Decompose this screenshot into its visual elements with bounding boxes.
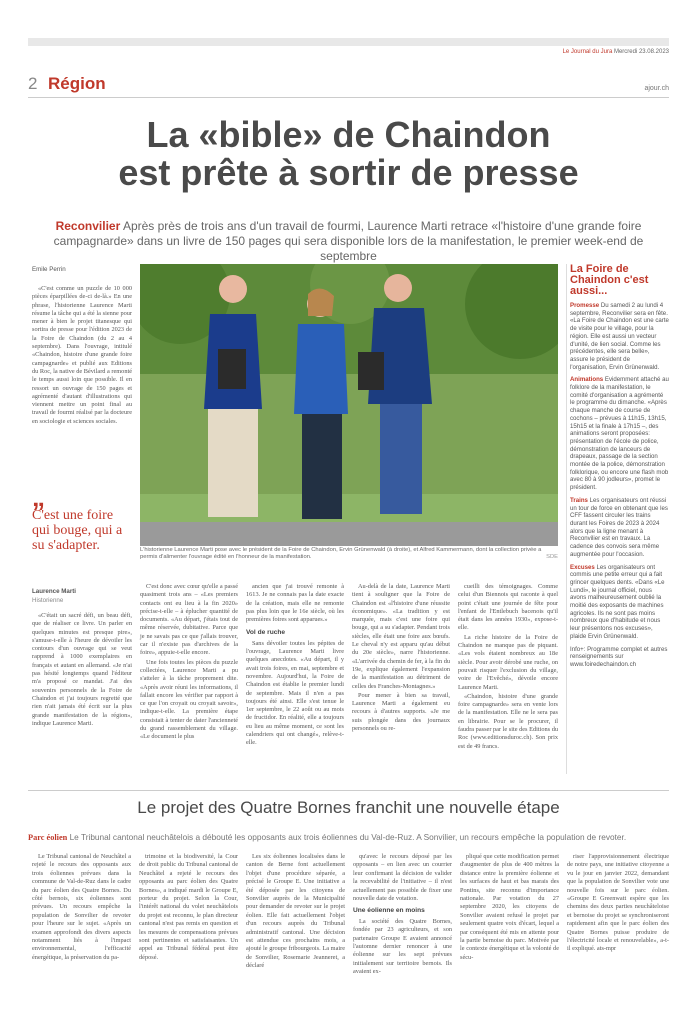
col3-text xyxy=(246,583,344,749)
paragraph: C'est donc avec cœur qu'elle a passé quasiment trois ans – «Les premiers contacts ont eu lieu à la fin 2020» précise-t-elle – à éplucher quantité de documents. «Au départ, j'étais tout de même réservée, dubitative. Parce que je ne savais pas ce que j'allais trouver, car il n'existe pas d'archives de la foire», appuie-t-elle encore. xyxy=(140,583,238,657)
subheading: Une éolienne en moins xyxy=(353,907,425,915)
paragraph: riser l'approvisionnement électrique de notre pays, une initiative citoyenne a vu le jour en janvier 2022, demandant que la population de Sonvilier vote une nouvelle fois sur le parc éolien. «Groupe E Greenwatt espère que les chemins des deux parties neuchâteloise et bernoise du projet se synchroniseront rapidement afin que le parc éolien des Quatre Bornes puisse produire de l'électricité locale et renouvelable», a-t-il expliqué. ats-mpr xyxy=(567,853,669,953)
paragraph: «C'est comme un puzzle de 10 000 pièces éparpillées de-ci de-là.» En une phrase, l'historienne Laurence Marti résume la tâche qui a été la sienne pour mener à bien le projet titanesque qui sortira de presse pour l'édition 2023 de la Foire de Chaindon (du 2 au 4 septembre). Dans l'ouvrage, intitulé «Chaindon, histoire d'une grande foire campagnarde» et publié aux Editions du Roc, la native de Bévilard a remonté le temps aussi loin que possible. Il en ressort un ouvrage de 150 pages et agrémenté d'autant d'illustrations qui viennent mettre un point final au travail de fourmi réalisé par la docteure en sociologie et sciences sociales. xyxy=(32,285,133,425)
sidebar-item-text: Du samedi 2 au lundi 4 septembre, Reconvilier sera en fête. «La Foire de Chaindon est une carte de visite pour le village, pour la région. Elle est aussi un vecteur d'unité, de lien social. Comme les précédentes, elle sera belle», assure le président de l'organisation, Ervin Grünenwald. xyxy=(570,302,669,371)
story-divider xyxy=(28,790,669,791)
story2-lead-text: Le Tribunal cantonal neuchâtelois a débouté les opposants aux trois éoliennes du Val-de-Ruz. A Sonvilier, un recours empêche la population de revoter. xyxy=(69,832,627,842)
top-bar xyxy=(28,38,669,46)
paragraph: Les six éoliennes localisées dans le canton de Berne font actuellement l'objet d'une procédure séparée, a précisé le Groupe E. Une initiative a été déposée par les citoyens de Sonvilier auprès de la Municipalité pour demander de revoter sur le projet éolien. Elle fait actuellement l'objet d'un recours auprès du Tribunal administratif cantonal. Une décision est attendue ces prochains mois, a ajouté le groupe fribourgeois. La maire de Sonvilier, Rosemarie Jeanneret, a déclaré xyxy=(246,853,345,970)
photo xyxy=(140,264,558,546)
quote-mark-icon: „ xyxy=(32,482,45,512)
sidebar-info: Info+: Programme complet et autres renseignements sur www.foiredechaindon.ch xyxy=(570,645,668,668)
story2-col2 xyxy=(139,853,238,963)
sidebar-title: La Foire de Chaindon c'est aussi... xyxy=(570,263,649,297)
sidebar xyxy=(566,264,669,774)
paragraph: Pour mener à bien sa travail, Laurence Marti a également eu recours à d'autres supports. «Je me suis plongée dans des journaux personnels ou re- xyxy=(352,691,450,733)
byline: Emile Perrin xyxy=(32,266,66,273)
paragraph: Une fois toutes les pièces du puzzle collectées, Laurence Marti a pu s'atteler à la tâche proprement dite. «Après avoir réuni les informations, il fallait encore les vérifier par rapport à ce que l'on croyait ou croyait savoir», indique-t-elle. La première étape consistait à tenter de dater l'ancienneté du grand rassemblement du village. «Le document le plus xyxy=(140,658,238,741)
story2-place: Parc éolien xyxy=(28,833,68,842)
paragraph: trimoine et la biodiversité, la Cour de droit public du Tribunal cantonal de Neuchâtel a rejeté le recours des opposants au parc éolien des Quatre Bornes», a indiqué mardi le Groupe E, porteur du projet. Selon la Cour, l'intérêt national du volet neuchâtelois du projet est reconnu, le plan directeur cantonal n'est pas remis en question et les mesures de compensations prévues sont pertinentes et satisfaisantes. Un appel au Tribunal fédéral peut être déposé. xyxy=(139,853,238,961)
headline xyxy=(40,116,657,192)
paragraph: Au-delà de la date, Laurence Marti tient à souligner que la Foire de Chaindon est «l'histoire d'une réussite économique». «La tradition y est marquée, mais c'est une foire qui bouge, qui a su s'adapter. Pendant trois siècles, elle était une foire aux bœufs. Le cheval n'y est apparu qu'au début du 20e siècle», narre l'historienne. «L'arrivée du chemin de fer, à la fin du 19e, explique également l'expansion de la manifestation au détriment de celles des Franches-Montagnes.» xyxy=(352,583,450,690)
story2-col3 xyxy=(246,853,345,972)
pull-quote: C'est une foire qui bouge, qui a su s'adapter. xyxy=(32,508,123,553)
paragraph: Sans dévoiler toutes les pépites de l'ouvrage, Laurence Marti livre quelques anecdotes. «Au départ, il y avait trois foires, en mai, septembre et novembre. Aujourd'hui, la Foire de Chaindon est établie le premier lundi de septembre. Mais il n'en a pas toujours été ainsi. Elle s'est tenue le 1er septembre, le 22 août ou au mois de fructidor. En réalité, elle a toujours eu lieu au même moment, ce sont les calendriers qui ont changé», relève-t-elle. xyxy=(246,639,344,747)
sidebar-item-label: Animations xyxy=(570,376,604,384)
paper-name: Le Journal du Jura xyxy=(562,49,613,55)
masthead xyxy=(563,49,669,55)
col1b-text xyxy=(32,612,132,729)
headline-line1: La «bible» de Chaindon xyxy=(146,114,551,155)
paragraph: qu'avec le recours déposé par les opposants – en lien avec un courrier leur confirmant la décision de valider la recevabilité de l'initiative – il n'est actuellement pas possible de fixer une nouvelle date de votation. xyxy=(353,853,452,903)
col2-text xyxy=(140,583,238,743)
section-divider xyxy=(28,97,669,98)
caption-text: L'historienne Laurence Marti pose avec le président de la Foire de Chaindon, Ervin Grünenwald (à droite), et Alfred Kammermann, dont la collection privée a permis d'alimenter l'ouvrage édité en l'honneur de la manifestation. xyxy=(140,547,542,560)
paragraph: Le Tribunal cantonal de Neuchâtel a rejeté le recours des opposants aux trois éoliennes prévues dans la commune de Val-de-Ruz dans le cadre du parc éolien des Quatre Bornes. Du côté bernois, six éoliennes sont prévues. Un recours empêche la population de Sonvilier de revoter pour l'heure sur le sujet. «Après un examen approfondi des divers aspects notamment liés à l'impact environnemental, l'efficacité énergétique, la préservation du pa- xyxy=(32,853,131,961)
paragraph: cueilli des témoignages. Comme celui d'un Biennois qui raconte à quel point c'était une journée de fête pour l'enfant de l'Entlebuch bacenois qu'il était dans les années 1930», expose-t-elle. xyxy=(458,583,558,632)
story2-col1 xyxy=(32,853,131,963)
paragraph: La société des Quatre Bornes, fondée par 23 agriculteurs, et son partenaire Groupe E avaient annoncé l'automne dernier renoncer à une éolienne sur les sept prévues initialement sur territoire bernois. Ils avaient ex- xyxy=(353,917,452,976)
issue-date: Mercredi 23.08.2023 xyxy=(613,49,669,55)
paragraph: ancien que j'ai trouvé remonte à 1613. Je ne connais pas la date exacte de la création, mais elle ne remonte pas plus loin que le 16e siècle, où les premières foires sont apparues.» xyxy=(246,583,344,624)
section-name: Région xyxy=(48,74,106,93)
story2-col6 xyxy=(567,853,669,955)
story2-lead xyxy=(28,832,669,843)
col5-text xyxy=(458,583,558,752)
photo-caption xyxy=(140,547,558,561)
sidebar-item-text: Evidemment attaché au folklore de la manifestation, le comité d'organisation a agrémenté le programme du dimanche. «Après chaque manche de course de cochons – prévues à 11h15, 13h15, 15h15 et la finale à 17h15 –, des animations seront proposées: présentation de l'école de police, démonstration de lanceurs de drapeaux, passage de la section montée de la police, démonstration folklorique, ou encore une flash mob avec 80 à 90 jodleurs», promet le président. xyxy=(570,376,669,492)
sidebar-item-label: Promesse xyxy=(570,302,600,309)
paragraph: La riche histoire de la Foire de Chaindon ne manque pas de piquant. «Les vols étaient nombreux au 18e siècle. Pour avoir dérobé une ruche, on pouvait risquer l'exclusion du village, voire de l'Evêché», dévoile encore Laurence Marti. xyxy=(458,633,558,691)
sidebar-item-text: Les organisateurs ont réussi un tour de force en obtenant que les CFF fassent circuler les trains durant les Foires de 2023 à 2024 alors que la ligne menant à Reconvilier est en travaux. La cadence des convois sera même augmentée pour l'occasion. xyxy=(570,496,668,558)
lead-place: Reconvilier xyxy=(55,219,121,233)
story2-col4 xyxy=(353,853,452,978)
sidebar-item xyxy=(570,497,669,559)
photo-illustration xyxy=(140,264,558,546)
paragraph: «C'était un sacré défi, un beau défi, que de réaliser ce livre. Un parler en quelques minutes est presque pire», s'amuse-t-elle à l'heure de dévoiler les contours d'un ouvrage qui se veut rapprend à 1000 exemplaires en français et autant en allemand. «Je n'ai pas hésité longtemps quand l'éditeur m'a proposé ce mandat. J'ai des souvenirs personnels de la Foire de Chaindon et j'ai toujours regretté que rien n'ait jamais été écrit sur la plus grande manifestation de la région», indique Laurence Marti. xyxy=(32,612,132,727)
col4-text xyxy=(352,583,450,734)
lead-text: Après près de trois ans d'un travail de fourmi, Laurence Marti retrace «l'histoire d'une grande foire campagnarde» dans un livre de 150 pages qui sera disponible lors de la manifestation, le premier week-end de septembre xyxy=(53,219,644,263)
photo-credit: SDE xyxy=(546,554,558,560)
site-url: ajour.ch xyxy=(644,85,669,92)
quote-role: Historienne xyxy=(32,597,64,604)
quote-author: Laurence Marti xyxy=(32,588,77,595)
col1-text xyxy=(32,285,132,427)
lead xyxy=(40,219,657,264)
page-number: 2 xyxy=(28,74,38,93)
sidebar-item-label: Excuses xyxy=(570,563,595,571)
headline-line2: est prête à sortir de presse xyxy=(118,152,579,193)
sidebar-item xyxy=(570,564,669,641)
sidebar-item xyxy=(570,376,669,492)
story2-headline: Le projet des Quatre Bornes franchit une nouvelle étape xyxy=(137,798,560,817)
paragraph: pliqué que cette modification permet d'augmenter de plus de 400 mètres la distance entre la première éolienne et les surfaces de haut et bas marais des Pontins, site reconnu d'importance nationale. Par votation du 27 septembre 2020, les citoyens de Sonvilier avaient refusé le projet par seulement quatre voix d'écart, lequel a par conséquent été mis en attente pour la partie bernoise du parc. Motivée par le contexte énergétique et la volonté de sécu- xyxy=(460,853,559,961)
subheading: Vol de ruche xyxy=(246,629,286,637)
sidebar-item-text: Les organisateurs ont commis une petite erreur qui a fait grincer quelques dents. «Dans «Le Lundi», le journal officiel, nous avons malheureusement oublié la moitié des exposants de machines agricoles. Ils ne sont pas moins nombreux que d'habitude et nous leur présentons nos excuses», plaide Ervin Grünenwald. xyxy=(570,563,665,640)
paragraph: «Chaindon, histoire d'une grande foire campagnarde» sera en vente lors de la manifestation. Elle ne le sera pas en librairie. Pour se le procurer, il faudra passer par le site des Editions du Roc (www.editionsduroc.ch). Son prix est de 49 francs. xyxy=(458,692,558,750)
sidebar-item-label: Trains xyxy=(570,496,588,504)
sidebar-item xyxy=(570,302,669,371)
story2-col5 xyxy=(460,853,559,963)
